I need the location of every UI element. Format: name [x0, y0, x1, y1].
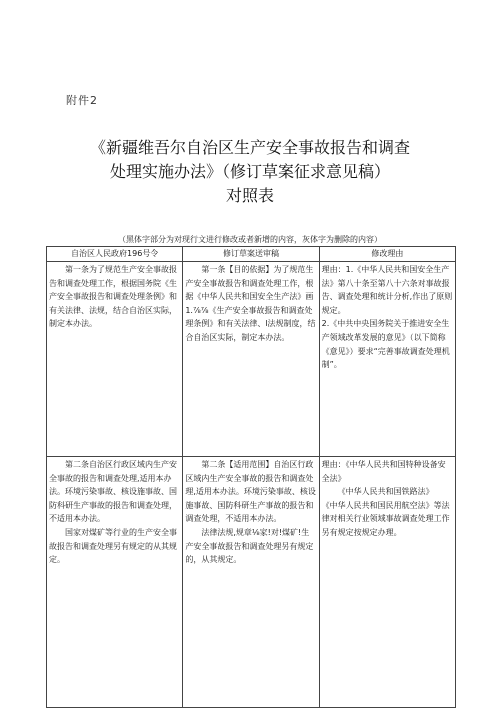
document-title-line-2: 处理实施办法》（修订草案征求意见稿） — [109, 162, 390, 181]
article-1-revised: 第一条【目的依据】为了规范生产安全事故报告和调查处理工作，根据《中华人民共和国安全生产法》画1.⅞⅞《生产安全事故报告和调查处理条例》和有关法律、l法规制度，结合自治区实际，制定本办法。 — [185, 265, 316, 342]
article-2-revised-para-1: 第二条【适用范围】自治区行政区域内生产安全事故的报告和调查处理,适用本办法。环境污染事故、核设施事故、国防科研生产事故的报告和调查处理，不适用本办法。 — [185, 460, 316, 524]
reason-2-part-2: 《中华人民共和国铁路法》 — [337, 487, 434, 497]
legend-note: （黑体字部分为对现行文进行修改或者新增的内容，灰体字为删除的内容） — [118, 235, 382, 244]
reason-cell — [319, 262, 455, 457]
comparison-table — [46, 246, 456, 708]
article-1-original: 第一条为了规范生产安全事故报告和调查处理工作，根据国务院《生产安全事故报告和调查处理条例》和有关法律、法规，结合自治区实际，制定本办法。 — [49, 265, 177, 329]
attachment-label: 附件2 — [66, 94, 98, 107]
article-2-original-para-2: 国家对煤矿等行业的生产安全事故报告和调查处理另有规定的从其规定。 — [49, 527, 177, 565]
reason-1-part-1: 理由：1.《中华人民共和国安全生产法》第八十条至第八十六条对事故报告、调查处理和统计分析,作出了原则规定。 — [321, 265, 453, 315]
original-text-cell — [47, 262, 183, 457]
revised-text-cell — [183, 457, 319, 708]
article-2-original-para-1: 第二条自治区行政区域内生产安全事故的报告和调查处理,适用本办法。环境污染事故、核设施事故、国防科研生产事故的报告和调查处理，不适用本办法。 — [49, 460, 177, 524]
original-text-cell — [47, 457, 183, 708]
table-row — [47, 457, 456, 708]
document-title-line-3: 对照表 — [225, 186, 274, 205]
header-original: 自治区人民政府196号令 — [47, 247, 183, 262]
reason-2-part-3: 《中华人民共和国民用航空法》等法律对相关行业领域事故调查处理工作另有规定按规定办理。 — [321, 500, 450, 537]
revised-text-cell — [183, 262, 319, 457]
reason-1-part-2: 2.《中共中央国务院关于推进安全生产领域改革发展的意见》（以下简称《意见》）要求“完善事故调查处理机制”。 — [321, 319, 450, 370]
header-revised: 修订草案送审稿 — [183, 247, 319, 262]
table-row — [47, 262, 456, 457]
article-2-revised-para-2: 法律法规,规章⅛家!对!煤矿!生产安全事故报告和调查处理另有规定的，从其规定。 — [185, 527, 314, 565]
header-reason: 修改理由 — [319, 247, 455, 262]
reason-cell — [319, 457, 455, 708]
table-header-row — [47, 247, 456, 262]
reason-2-part-1: 理由：《中华人民共和国特种设备安全法》 — [321, 460, 446, 483]
document-title-line-1: 《新疆维吾尔自治区生产安全事故报告和调查 — [89, 138, 410, 157]
